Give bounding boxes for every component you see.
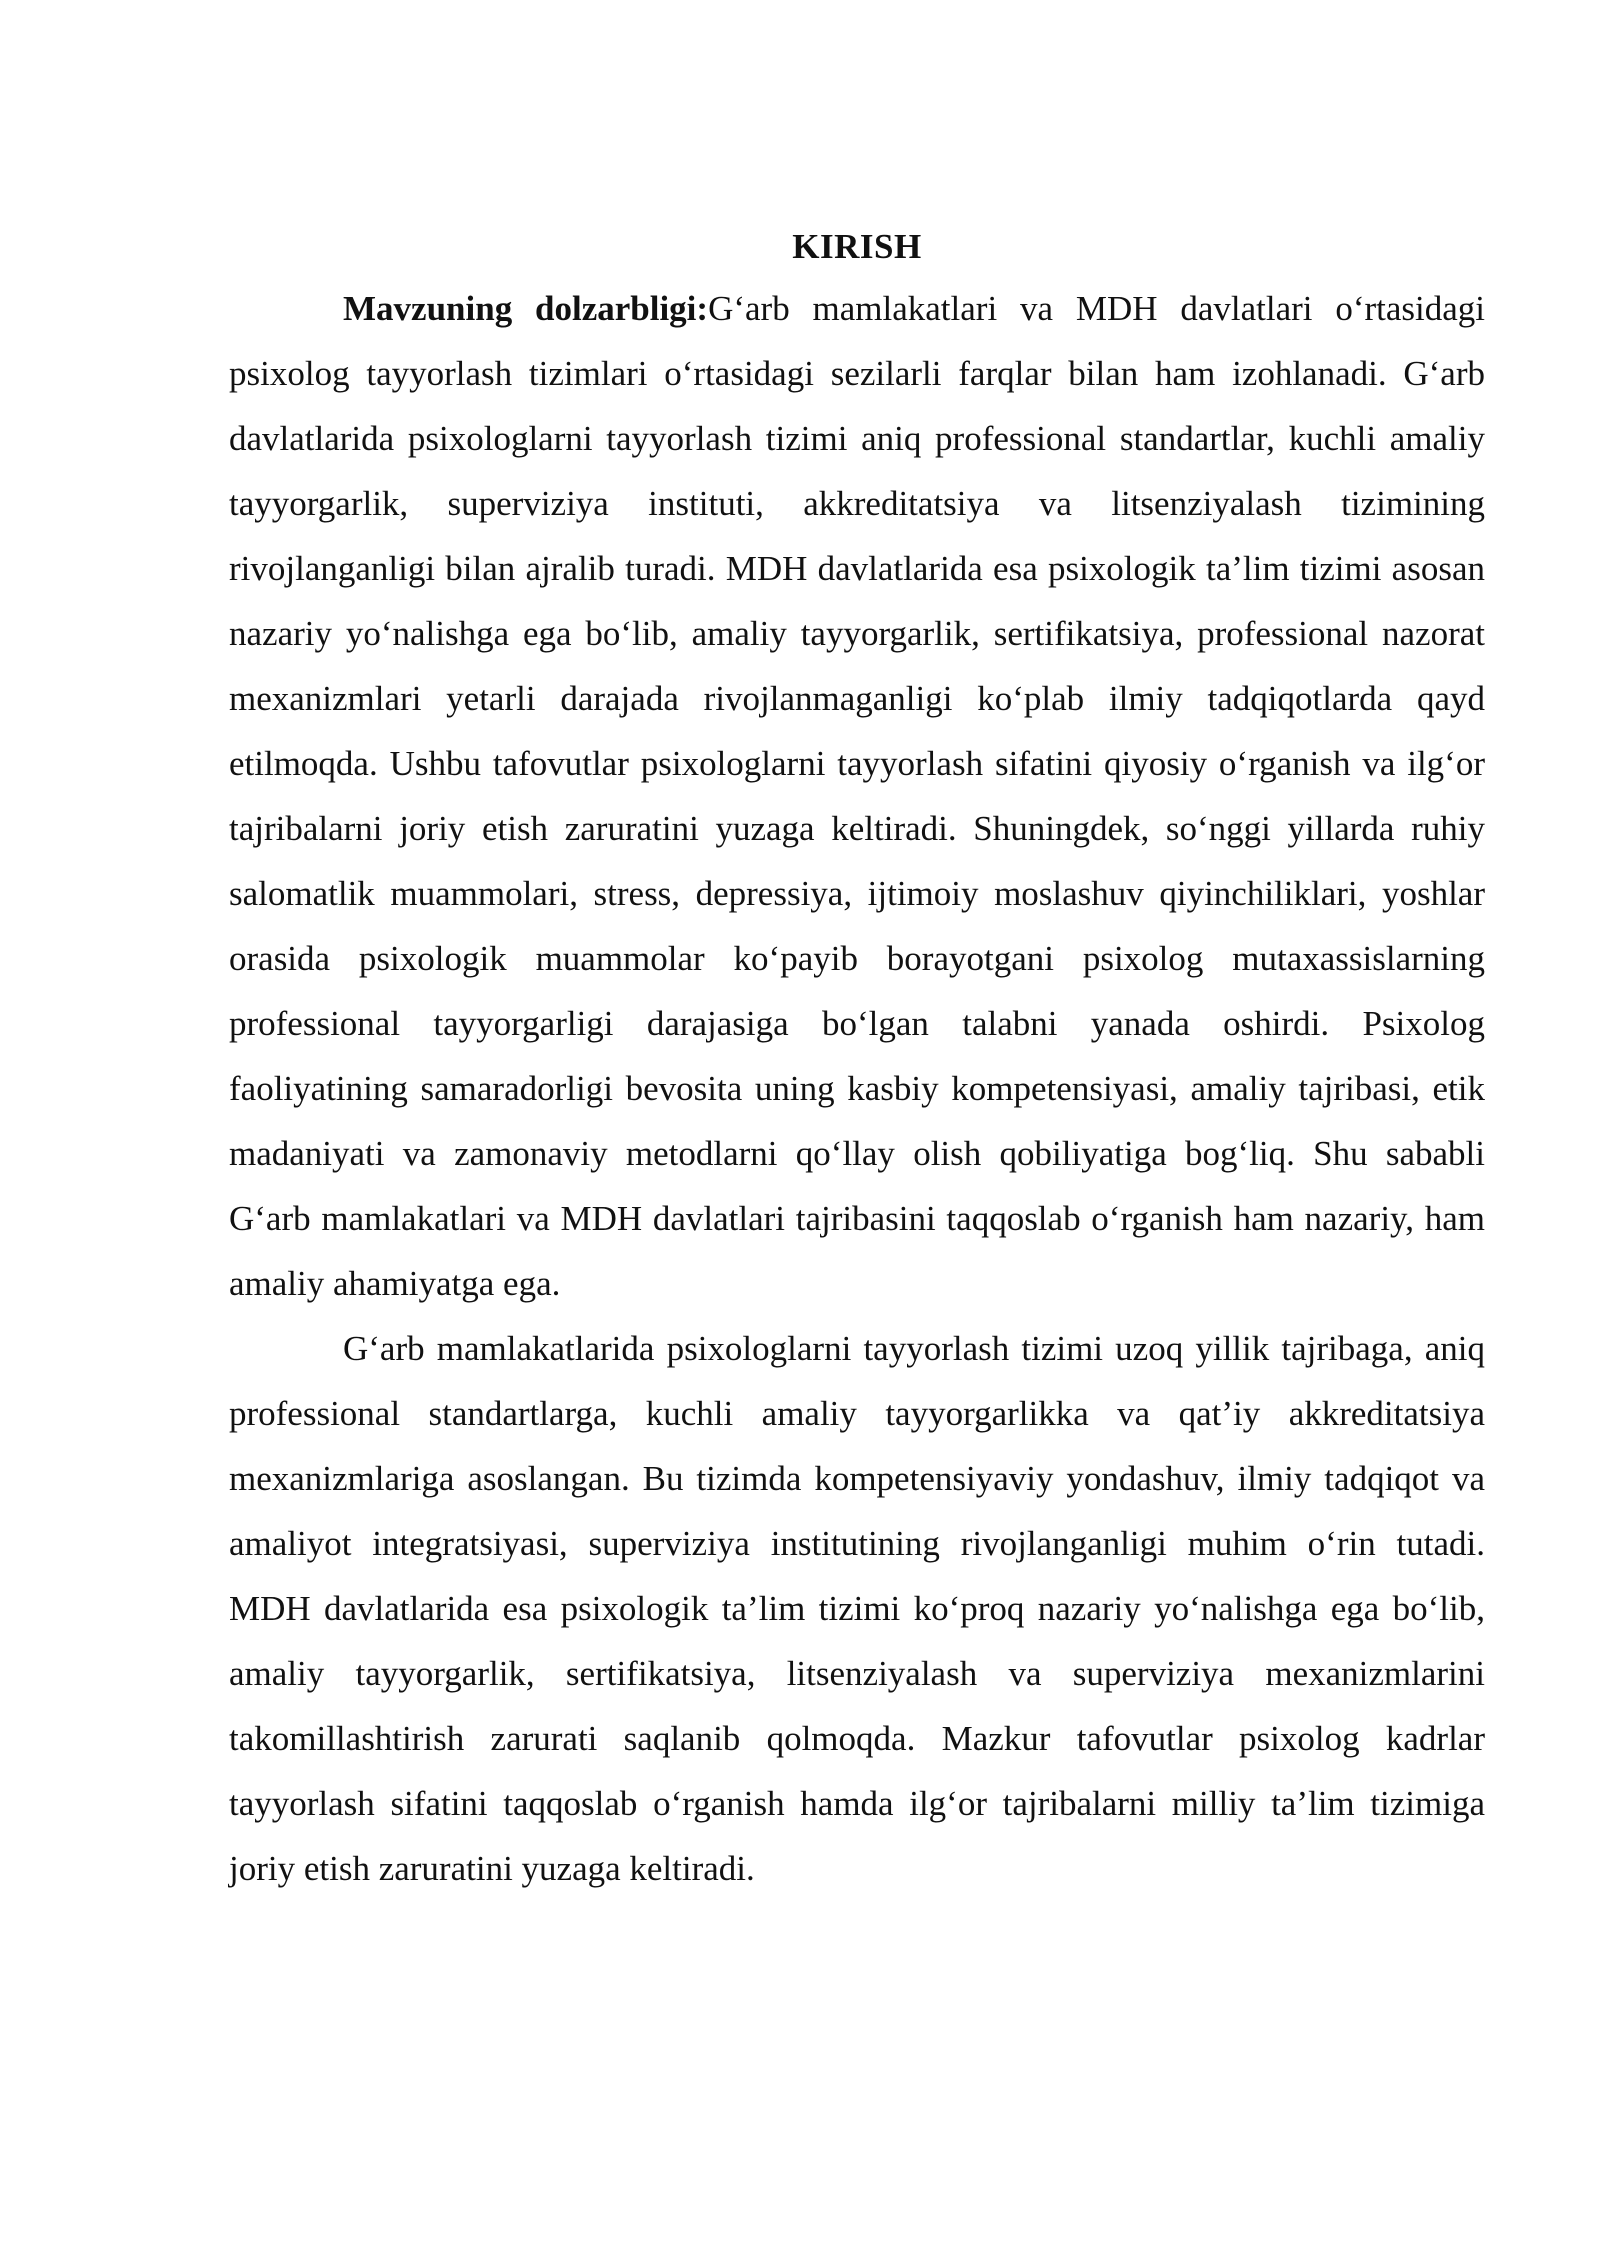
document-body: [229, 218, 1485, 1901]
paragraph-text: G‘arb mamlakatlarida psixologlarni tayyorlash tizimi uzoq yillik tajribaga, aniq professional standartlarga, kuchli amaliy tayyorgarlikka va qat’iy akkreditatsiya mexanizmlariga asoslangan. Bu tizimda kompetensiyaviy yondashuv, ilmiy tadqiqot va amaliyot integratsiyasi, superviziya institutining rivojlanganligi muhim o‘rin tutadi. MDH davlatlarida esa psixologik ta’lim tizimi ko‘proq nazariy yo‘nalishga ega bo‘lib, amaliy tayyorgarlik, sertifikatsiya, litsenziyalash va superviziya mexanizmlarini takomillashtirish zarurati saqlanib qolmoqda. Mazkur tafovutlar psixolog kadrlar tayyorlash sifatini taqqoslab o‘rganish hamda ilg‘or tajribalarni milliy ta’lim tizimiga joriy etish zaruratini yuzaga keltiradi.: [229, 1329, 1485, 1888]
paragraph-relevance: [229, 276, 1485, 1316]
paragraph-text: G‘arb mamlakatlari va MDH davlatlari o‘rtasidagi psixolog tayyorlash tizimlari o‘rtasidagi sezilarli farqlar bilan ham izohlanadi. G‘arb davlatlarida psixologlarni tayyorlash tizimi aniq professional standartlar, kuchli amaliy tayyorgarlik, superviziya instituti, akkreditatsiya va litsenziyalash tizimining rivojlanganligi bilan ajralib turadi. MDH davlatlarida esa psixologik ta’lim tizimi asosan nazariy yo‘nalishga ega bo‘lib, amaliy tayyorgarlik, sertifikatsiya, professional nazorat mexanizmlari yetarli darajada rivojlanmaganligi ko‘plab ilmiy tadqiqotlarda qayd etilmoqda. Ushbu tafovutlar psixologlarni tayyorlash sifatini qiyosiy o‘rganish va ilg‘or tajribalarni joriy etish zaruratini yuzaga keltiradi. Shuningdek, so‘nggi yillarda ruhiy salomatlik muammolari, stress, depressiya, ijtimoiy moslashuv qiyinchiliklari, yoshlar orasida psixologik muammolar ko‘payib borayotgani psixolog mutaxassislarning professional tayyorgarligi darajasiga bo‘lgan talabni yanada oshirdi. Psixolog faoliyatining samaradorligi bevosita uning kasbiy kompetensiyasi, amaliy tajribasi, etik madaniyati va zamonaviy metodlarni qo‘llay olish qobiliyatiga bog‘liq. Shu sababli G‘arb mamlakatlari va MDH davlatlari tajribasini taqqoslab o‘rganish ham nazariy, ham amaliy ahamiyatga ega.: [229, 289, 1486, 1303]
paragraph-western-training: [229, 1316, 1485, 1901]
page-title: KIRISH: [792, 227, 922, 266]
paragraph-lead: Mavzuning dolzarbligi:: [343, 289, 709, 328]
